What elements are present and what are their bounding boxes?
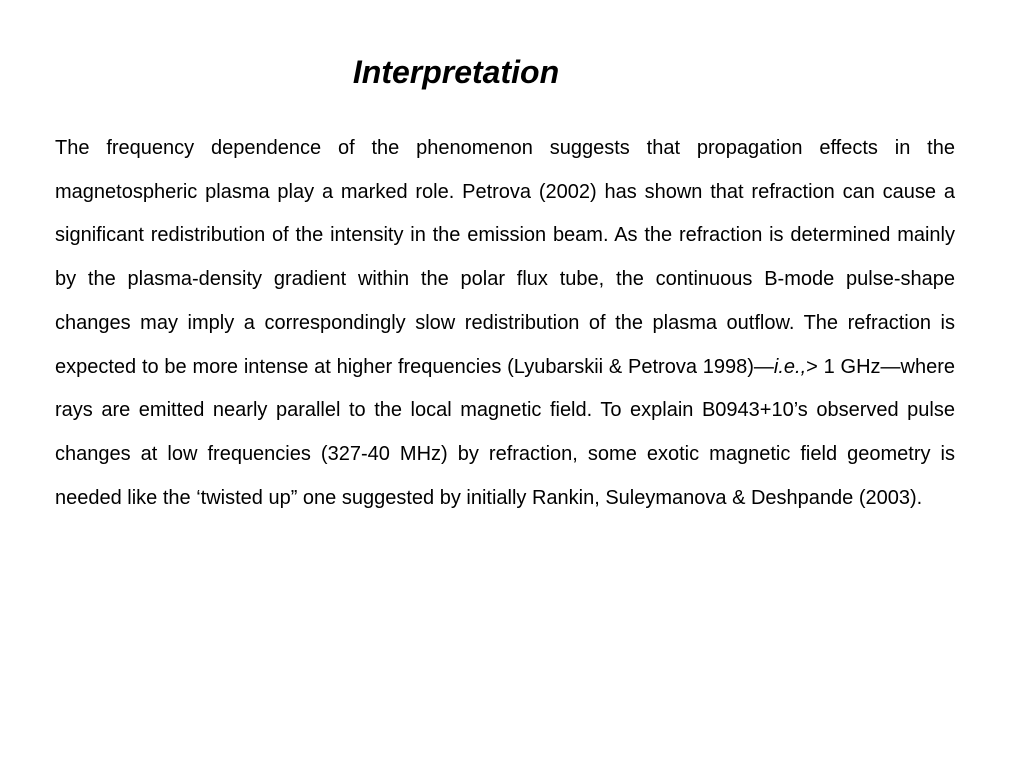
body-paragraph	[55, 127, 955, 520]
body-text-italic: i.e.,	[773, 355, 807, 378]
body-text-part-1: The frequency dependence of the phenomenon suggests that propagation effects in the magnetospheric plasma play a marked role. Petrova (2002) has shown that refraction can cause a significant redistribution of the intensity in the emission beam. As the refraction is determined mainly by the plasma-density gradient within the polar flux tube, the continuous B-mode pulse-shape changes may imply a correspondingly slow redistribution of the plasma outflow. The refraction is expected to be more intense at higher frequencies (Lyubarskii & Petrova 1998)—	[55, 137, 955, 378]
slide-title: Interpretation	[352, 54, 560, 90]
body-text-part-2: > 1 GHz—where rays are emitted nearly parallel to the local magnetic field. To explain B0943+10’s observed pulse changes at low frequencies (327-40 MHz) by refraction, some exotic magnetic field geometry is needed like the ‘twisted up” one suggested by initially Rankin, Suleymanova & Deshpande (2003).	[55, 355, 956, 509]
